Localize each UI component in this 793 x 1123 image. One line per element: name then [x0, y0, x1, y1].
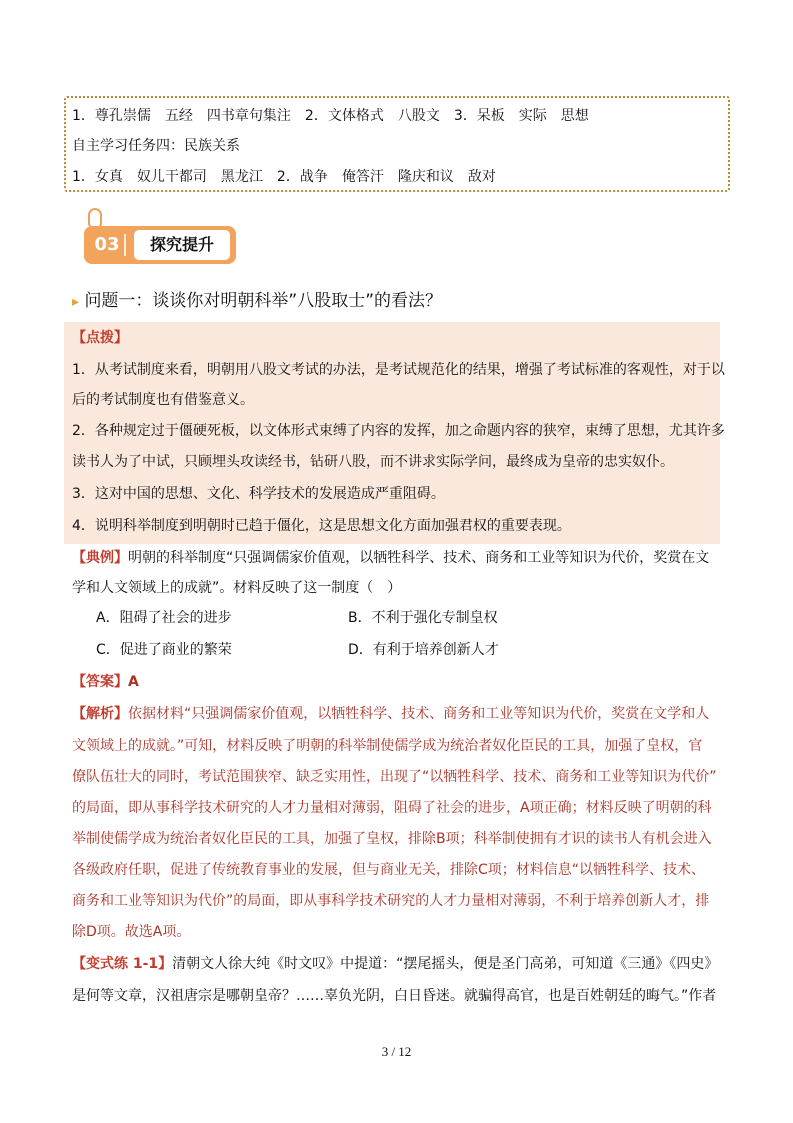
answer-tag: 【答案】 [72, 674, 128, 690]
tip-paragraph-2a: 2．各种规定过于僵硬死板，以文体形式束缚了内容的发挥，加之命题内容的狭窄，束缚了思想，尤其许多 [72, 423, 725, 439]
analysis-line-2: 文领域上的成就。”可知，材料反映了明朝的科举制使儒学成为统治者奴化臣民的工具，加强了皇权，官 [72, 738, 703, 754]
variant-line-1 [72, 954, 718, 974]
answer-box-line-3: 1．女真 奴儿干都司 黑龙江 2．战争 俺答汗 隆庆和议 敌对 [72, 169, 496, 185]
analysis-line-4: 的局面，即从事科学技术研究的人才力量相对薄弱，阻碍了社会的进步，A项正确；材料反映了明朝的科 [72, 800, 712, 816]
tip-paragraph-2b: 读书人为了中试，只顾埋头攻读经书，钻研八股，而不讲求实际学问，最终成为皇帝的忠实奴仆。 [72, 454, 674, 470]
section-title: 探究提升 [134, 230, 230, 260]
example-text-1: 明朝的科举制度“只强调儒家价值观，以牺牲科学、技术、商务和工业等知识为代价，奖赏在文 [128, 550, 710, 566]
example-tag: 【典例】 [72, 550, 128, 566]
variant-text-1: 清朝文人徐大纯《时文叹》中提道：“摆尾摇头，便是圣门高弟，可知道《三通》《四史》 [172, 956, 719, 972]
variant-line-2: 是何等文章，汉祖唐宗是哪朝皇帝？……辜负光阴，白日昏迷。就骗得高官，也是百姓朝廷的晦气。”作者 [72, 988, 717, 1004]
answer-box-line-2: 自主学习任务四：民族关系 [72, 138, 240, 154]
example-line-2: 学和人文领域上的成就”。材料反映了这一制度（ ） [72, 580, 402, 596]
option-a: A．阻碍了社会的进步 [96, 610, 232, 626]
question-text: 问题一：谈谈你对明朝科举”八股取士”的看法？ [84, 291, 443, 311]
tip-paragraph-1a: 1．从考试制度来看，明朝用八股文考试的办法，是考试规范化的结果，增强了考试标准的客观性，对于以 [72, 362, 725, 378]
option-c: C．促进了商业的繁荣 [96, 642, 232, 658]
section-divider [124, 234, 126, 256]
section-banner [80, 208, 240, 268]
analysis-line-7: 商务和工业等知识为代价”的局面，即从事科学技术研究的人才力量相对薄弱，不利于培养创新人才，排 [72, 893, 710, 909]
option-d: D．有利于培养创新人才 [348, 642, 499, 658]
example-line-1 [72, 548, 709, 568]
answer-line [72, 672, 139, 692]
analysis-text-1: 依据材料“只强调儒家价值观，以牺牲科学、技术、商务和工业等知识为代价，奖赏在文学和人 [128, 706, 710, 722]
tip-paragraph-1b: 后的考试制度也有借鉴意义。 [72, 392, 254, 408]
question-heading [72, 290, 442, 313]
tip-heading: 【点拨】 [72, 330, 128, 346]
variant-tag: 【变式练 1-1】 [72, 956, 173, 972]
section-number: 03 [94, 234, 120, 255]
tip-paragraph-4: 4．说明科举制度到明朝时已趋于僵化，这是思想文化方面加强君权的重要表现。 [72, 518, 571, 534]
analysis-line-6: 各级政府任职，促进了传统教育事业的发展，但与商业无关，排除C项；材料信息“以牺牲科学、技术、 [72, 862, 706, 878]
answer-value: A [128, 674, 139, 690]
analysis-tag: 【解析】 [72, 706, 128, 722]
tip-paragraph-3: 3．这对中国的思想、文化、科学技术的发展造成严重阻碍。 [72, 486, 445, 502]
page-number: 3 / 12 [381, 1044, 412, 1059]
analysis-line-8: 除D项。故选A项。 [72, 924, 191, 940]
analysis-line-3: 僚队伍壮大的同时，考试范围狭窄、缺乏实用性，出现了“以牺牲科学、技术、商务和工业等知识为代价” [72, 769, 717, 785]
triangle-bullet-icon: ▸ [72, 294, 80, 310]
analysis-line-1 [72, 704, 709, 724]
answer-box-line-1: 1．尊孔崇儒 五经 四书章句集注 2．文体格式 八股文 3．呆板 实际 思想 [72, 108, 589, 124]
analysis-line-5: 举制使儒学成为统治者奴化臣民的工具，加强了皇权，排除B项；科举制使拥有才识的读书人有机会进入 [72, 831, 712, 847]
option-b: B．不利于强化专制皇权 [348, 610, 498, 626]
